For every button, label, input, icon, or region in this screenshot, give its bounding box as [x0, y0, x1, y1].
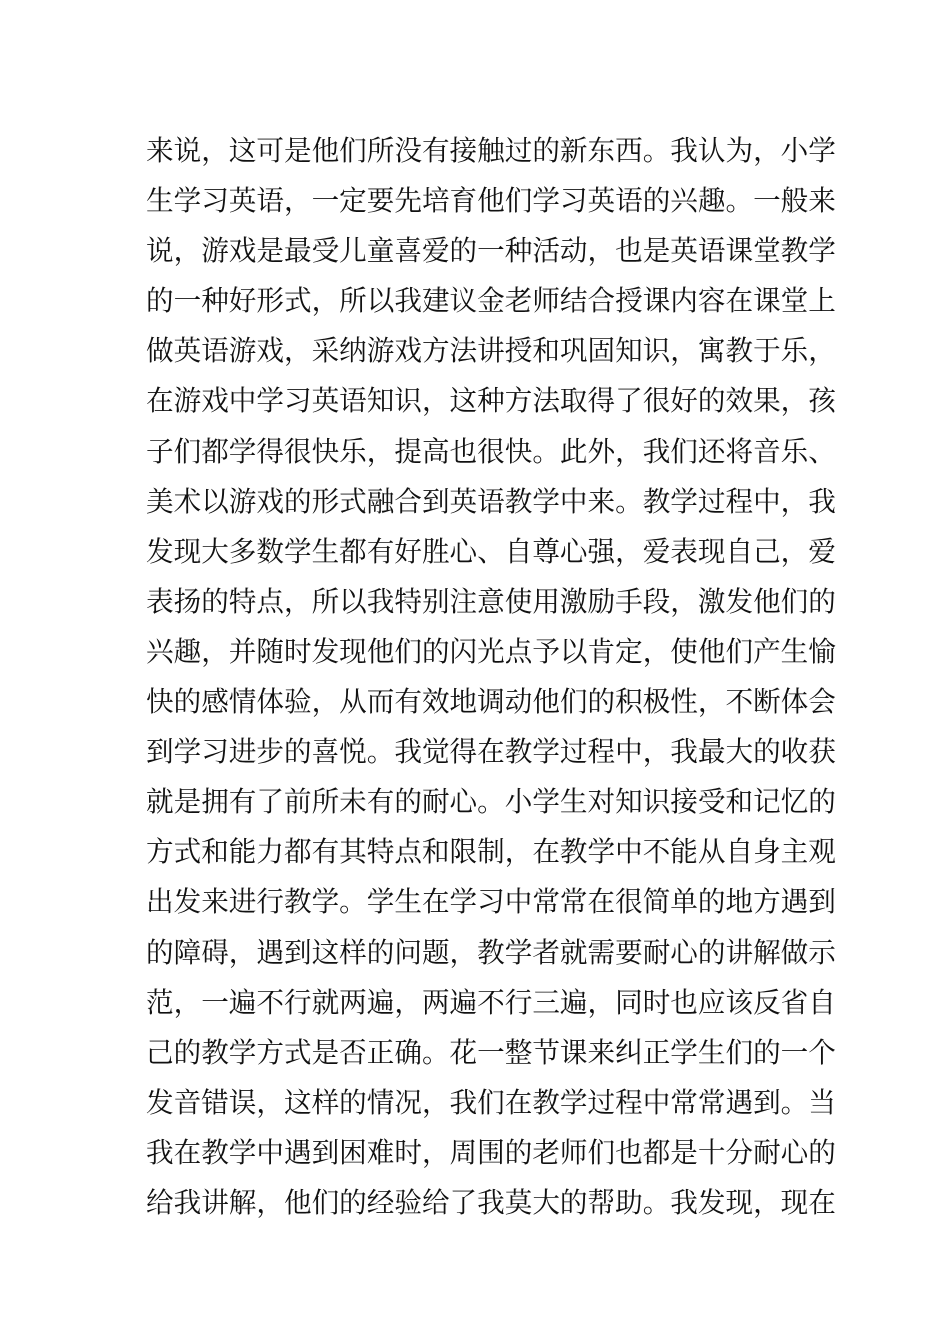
text-line-4: 的一种好形式，所以我建议金老师结合授课内容在课堂上: [146, 284, 836, 318]
text-line-7: 子们都学得很快乐，提高也很快。此外，我们还将音乐、: [146, 434, 836, 468]
text-line-17: 的障碍，遇到这样的问题，教学者就需要耐心的讲解做示: [146, 935, 836, 969]
text-line-14: 就是拥有了前所未有的耐心。小学生对知识接受和记忆的: [146, 785, 836, 819]
text-line-3: 说，游戏是最受儿童喜爱的一种活动，也是英语课堂教学: [146, 234, 836, 268]
text-line-19: 己的教学方式是否正确。花一整节课来纠正学生们的一个: [146, 1035, 836, 1069]
body-text: [146, 126, 836, 1228]
text-line-9: 发现大多数学生都有好胜心、自尊心强，爱表现自己，爱: [146, 534, 836, 568]
text-line-8: 美术以游戏的形式融合到英语教学中来。教学过程中，我: [146, 484, 836, 518]
text-line-1: 来说，这可是他们所没有接触过的新东西。我认为，小学: [146, 134, 836, 167]
text-line-6: 在游戏中学习英语知识，这种方法取得了很好的效果，孩: [146, 384, 836, 418]
text-line-18: 范，一遍不行就两遍，两遍不行三遍，同时也应该反省自: [146, 985, 836, 1019]
text-line-15: 方式和能力都有其特点和限制，在教学中不能从自身主观: [146, 835, 836, 869]
text-line-21: 我在教学中遇到困难时，周围的老师们也都是十分耐心的: [146, 1135, 836, 1169]
text-line-5: 做英语游戏，采纳游戏方法讲授和巩固知识，寓教于乐，: [146, 334, 836, 368]
text-line-12: 快的感情体验，从而有效地调动他们的积极性，不断体会: [146, 685, 836, 719]
text-line-2: 生学习英语，一定要先培育他们学习英语的兴趣。一般来: [146, 184, 836, 218]
text-line-10: 表扬的特点，所以我特别注意使用激励手段，激发他们的: [146, 584, 836, 618]
text-line-13: 到学习进步的喜悦。我觉得在教学过程中，我最大的收获: [146, 735, 836, 769]
text-line-22: 给我讲解，他们的经验给了我莫大的帮助。我发现，现在: [146, 1185, 836, 1219]
text-line-16: 出发来进行教学。学生在学习中常常在很简单的地方遇到: [146, 885, 836, 919]
text-line-20: 发音错误，这样的情况，我们在教学过程中常常遇到。当: [146, 1085, 836, 1119]
text-line-11: 兴趣，并随时发现他们的闪光点予以肯定，使他们产生愉: [146, 634, 836, 668]
